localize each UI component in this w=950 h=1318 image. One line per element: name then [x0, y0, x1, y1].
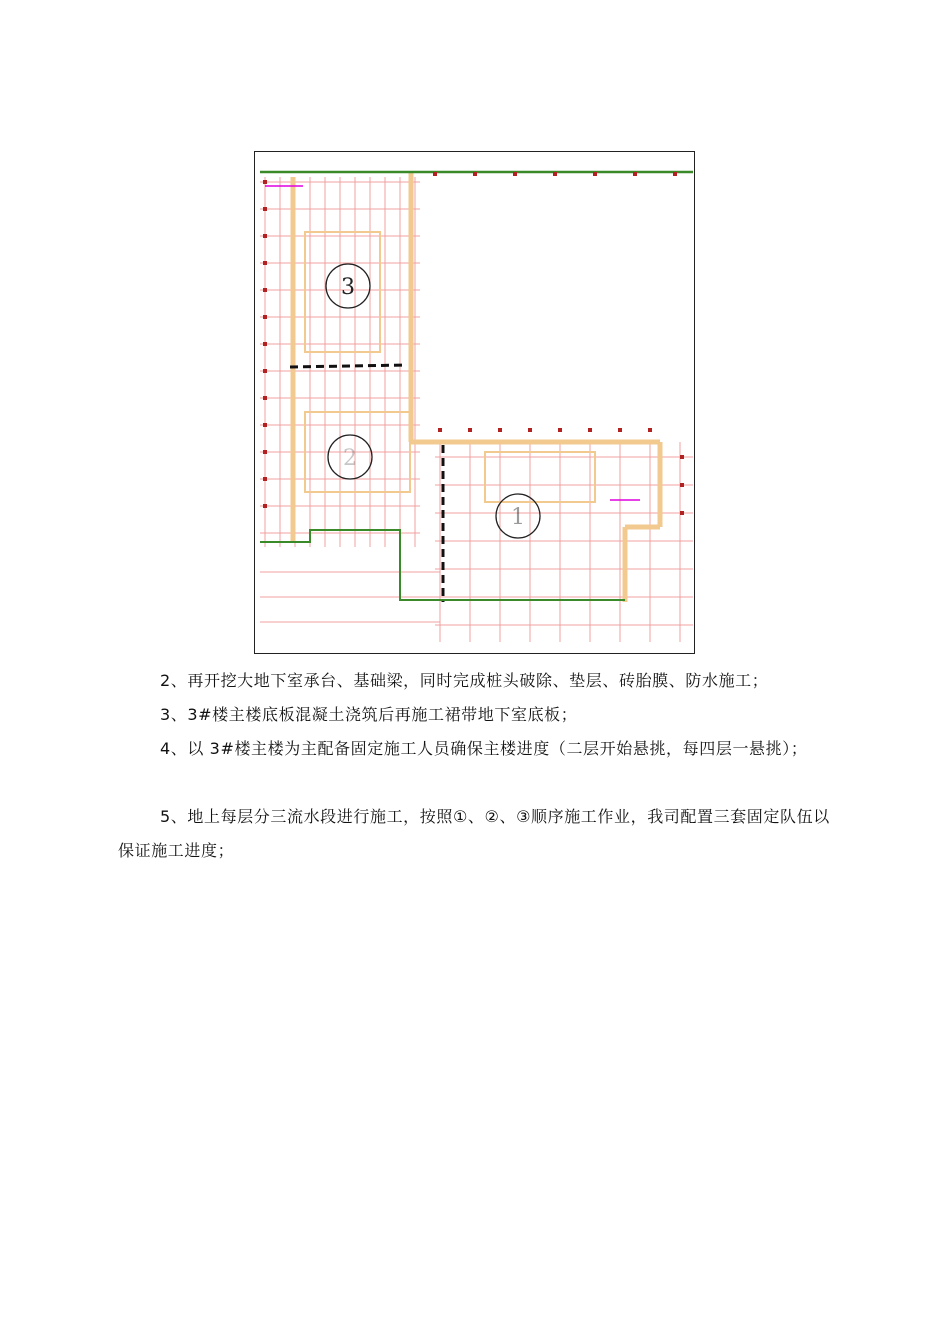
column	[473, 172, 477, 176]
column	[263, 477, 267, 481]
room-outline	[485, 452, 595, 502]
column	[680, 483, 684, 487]
column	[618, 428, 622, 432]
paragraph-step-3: 3、3#楼主楼底板混凝土浇筑后再施工裙带地下室底板；	[160, 705, 578, 724]
column	[498, 428, 502, 432]
column	[633, 172, 637, 176]
column	[433, 172, 437, 176]
column	[680, 455, 684, 459]
grid-lines	[260, 177, 693, 642]
column	[263, 234, 267, 238]
column	[648, 428, 652, 432]
column	[528, 428, 532, 432]
column	[513, 172, 517, 176]
column	[263, 207, 267, 211]
column	[673, 172, 677, 176]
column	[588, 428, 592, 432]
column	[263, 288, 267, 292]
column	[263, 315, 267, 319]
paragraph-step-4: 4、以 3#楼主楼为主配备固定施工人员确保主楼进度（二层开始悬挑，每四层一悬挑）；	[160, 739, 808, 758]
column	[558, 428, 562, 432]
column	[263, 180, 267, 184]
zones	[326, 264, 540, 538]
column	[263, 423, 267, 427]
column	[263, 450, 267, 454]
column	[263, 261, 267, 265]
paragraph-step-5: 5、地上每层分三流水段进行施工，按照①、②、③顺序施工作业，我司配置三套固定队伍以保证施工进度；	[118, 807, 830, 860]
plan-drawing	[255, 152, 696, 655]
segment-divider-3-2	[290, 365, 407, 367]
construction-sequence-plan	[254, 151, 695, 654]
zone-1-label: 1	[511, 505, 525, 530]
column	[553, 172, 557, 176]
column	[593, 172, 597, 176]
column	[263, 342, 267, 346]
column	[263, 504, 267, 508]
zone-2-label: 2	[343, 446, 357, 471]
column	[263, 396, 267, 400]
zone-3-label: 3	[341, 275, 355, 300]
column	[263, 369, 267, 373]
paragraph-step-2: 2、再开挖大地下室承台、基础梁，同时完成桩头破除、垫层、砖胎膜、防水施工；	[160, 671, 769, 690]
column	[468, 428, 472, 432]
pour-segment-lines	[290, 365, 443, 602]
column	[438, 428, 442, 432]
column	[680, 511, 684, 515]
